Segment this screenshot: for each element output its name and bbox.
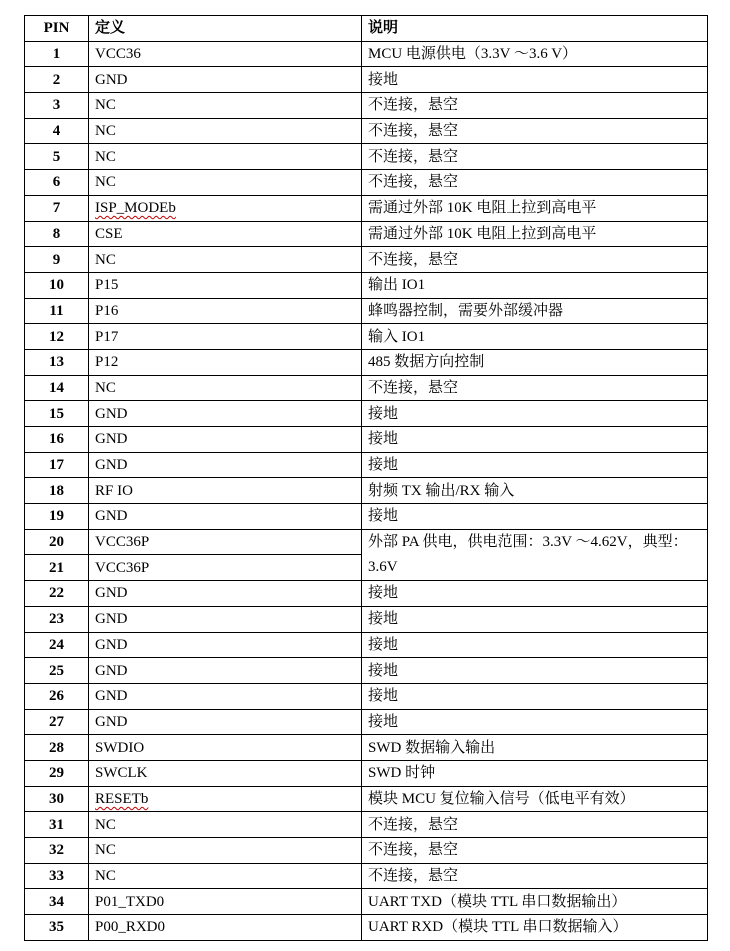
- pin-definition-text: ISP_MODEb: [95, 200, 176, 217]
- pin-description: UART TXD（模块 TTL 串口数据输出）: [362, 889, 708, 915]
- header-definition: 定义: [89, 16, 362, 42]
- pin-number: 4: [25, 118, 89, 144]
- pin-definition-text: VCC36P: [95, 534, 150, 551]
- pin-definition-text: GND: [95, 457, 128, 474]
- table-row: [25, 221, 708, 247]
- pin-description: 不连接，悬空: [362, 247, 708, 273]
- pin-number: 28: [25, 735, 89, 761]
- pin-number: 32: [25, 838, 89, 864]
- pin-number: 12: [25, 324, 89, 350]
- pin-definition-text: RESETb: [95, 790, 149, 807]
- pin-description: 输出 IO1: [362, 272, 708, 298]
- pin-definition: [89, 735, 362, 761]
- pin-description: 接地: [362, 581, 708, 607]
- table-row: [25, 760, 708, 786]
- table-row: [25, 606, 708, 632]
- pin-definition: [89, 452, 362, 478]
- pin-definition-text: NC: [95, 379, 116, 396]
- header-pin: PIN: [25, 16, 89, 42]
- pin-definition-text: NC: [95, 868, 116, 885]
- pin-number: 31: [25, 812, 89, 838]
- pin-description: 485 数据方向控制: [362, 349, 708, 375]
- pin-number: 8: [25, 221, 89, 247]
- table-row: [25, 812, 708, 838]
- pin-number: 5: [25, 144, 89, 170]
- pin-definition: [89, 812, 362, 838]
- pin-definition: [89, 170, 362, 196]
- pin-definition-text: GND: [95, 508, 128, 525]
- table-row: [25, 170, 708, 196]
- pin-definition-text: P12: [95, 354, 119, 371]
- pin-definition: [89, 324, 362, 350]
- pin-description: 模块 MCU 复位输入信号（低电平有效）: [362, 786, 708, 812]
- table-body: [25, 41, 708, 940]
- pin-number: 21: [25, 555, 89, 581]
- pin-number: 29: [25, 760, 89, 786]
- pin-definition-text: GND: [95, 636, 128, 653]
- pin-definition-text: P00_RXD0: [95, 919, 166, 936]
- pin-description: 接地: [362, 606, 708, 632]
- pin-description: 接地: [362, 632, 708, 658]
- pin-definition-text: GND: [95, 688, 128, 705]
- pin-definition: [89, 144, 362, 170]
- pin-description: 不连接，悬空: [362, 375, 708, 401]
- header-description: 说明: [362, 16, 708, 42]
- pin-definition: [89, 427, 362, 453]
- pin-description: 需通过外部 10K 电阻上拉到高电平: [362, 195, 708, 221]
- pin-definition-text: P15: [95, 277, 119, 294]
- pin-number: 7: [25, 195, 89, 221]
- table-row: [25, 683, 708, 709]
- table-row: [25, 247, 708, 273]
- pin-definition-text: VCC36: [95, 46, 141, 63]
- pin-description: SWD 数据输入输出: [362, 735, 708, 761]
- pin-number: 6: [25, 170, 89, 196]
- table-row: [25, 478, 708, 504]
- table-row: [25, 67, 708, 93]
- pin-definition: [89, 221, 362, 247]
- pin-description: 接地: [362, 452, 708, 478]
- pin-definition: [89, 658, 362, 684]
- table-row: [25, 786, 708, 812]
- pin-definition-text: GND: [95, 611, 128, 628]
- pin-number: 30: [25, 786, 89, 812]
- pin-definition-text: NC: [95, 816, 116, 833]
- pin-description: 接地: [362, 658, 708, 684]
- table-row: [25, 298, 708, 324]
- pin-definition: [89, 118, 362, 144]
- pin-definition: [89, 838, 362, 864]
- pin-definition-text: P01_TXD0: [95, 893, 165, 910]
- table-row: [25, 735, 708, 761]
- table-row: [25, 144, 708, 170]
- table-row: [25, 41, 708, 67]
- pin-number: 13: [25, 349, 89, 375]
- pin-number: 11: [25, 298, 89, 324]
- pin-definition: [89, 683, 362, 709]
- pin-number: 27: [25, 709, 89, 735]
- pin-description: 不连接，悬空: [362, 118, 708, 144]
- pin-definition: [89, 606, 362, 632]
- table-row: [25, 93, 708, 119]
- pin-description: SWD 时钟: [362, 760, 708, 786]
- pin-number: 14: [25, 375, 89, 401]
- pin-description: 不连接，悬空: [362, 93, 708, 119]
- pin-number: 9: [25, 247, 89, 273]
- pin-number: 26: [25, 683, 89, 709]
- pin-description: 接地: [362, 427, 708, 453]
- pin-description: 接地: [362, 504, 708, 530]
- pin-definition: [89, 555, 362, 581]
- pin-description: 输入 IO1: [362, 324, 708, 350]
- pin-description: MCU 电源供电（3.3V ～3.6 V）: [362, 41, 708, 67]
- pin-definition: [89, 915, 362, 941]
- table-row: [25, 709, 708, 735]
- pin-definition: [89, 889, 362, 915]
- pin-description: 需通过外部 10K 电阻上拉到高电平: [362, 221, 708, 247]
- pin-definition: [89, 504, 362, 530]
- pin-number: 10: [25, 272, 89, 298]
- pin-number: 35: [25, 915, 89, 941]
- pin-number: 3: [25, 93, 89, 119]
- pin-definition-text: P16: [95, 302, 119, 319]
- table-header-row: [25, 16, 708, 42]
- pin-definition-text: RF IO: [95, 482, 133, 499]
- pin-definition: [89, 272, 362, 298]
- pin-definition-text: GND: [95, 585, 128, 602]
- pin-number: 20: [25, 529, 89, 555]
- table-row: [25, 272, 708, 298]
- pin-definition-text: NC: [95, 123, 116, 140]
- pin-description: 不连接，悬空: [362, 812, 708, 838]
- pin-number: 1: [25, 41, 89, 67]
- pin-definition: [89, 478, 362, 504]
- pin-number: 24: [25, 632, 89, 658]
- pin-description: 接地: [362, 67, 708, 93]
- pin-number: 15: [25, 401, 89, 427]
- table-row: [25, 452, 708, 478]
- table-row: [25, 427, 708, 453]
- table-row: [25, 375, 708, 401]
- pin-description: 不连接，悬空: [362, 838, 708, 864]
- pin-definition: [89, 195, 362, 221]
- pin-definition-text: NC: [95, 174, 116, 191]
- pin-definition-text: GND: [95, 71, 128, 88]
- pin-definition: [89, 401, 362, 427]
- pin-number: 16: [25, 427, 89, 453]
- pin-definition: [89, 375, 362, 401]
- pin-definition-text: GND: [95, 431, 128, 448]
- pin-definition: [89, 93, 362, 119]
- pin-definition-text: GND: [95, 713, 128, 730]
- pin-definition: [89, 786, 362, 812]
- pin-definition-text: SWDIO: [95, 739, 145, 756]
- pin-description: 不连接，悬空: [362, 863, 708, 889]
- pin-description: 不连接，悬空: [362, 170, 708, 196]
- table-row: [25, 349, 708, 375]
- pin-definition: [89, 529, 362, 555]
- pin-definition-text: P17: [95, 328, 119, 345]
- pin-description: 外部 PA 供电，供电范围：3.3V ～4.62V，典型：3.6V: [362, 529, 708, 580]
- pin-definition-text: CSE: [95, 225, 123, 242]
- pin-definition: [89, 760, 362, 786]
- table-row: [25, 195, 708, 221]
- table-row: [25, 324, 708, 350]
- table-row: [25, 529, 708, 555]
- pin-definition: [89, 41, 362, 67]
- table-row: [25, 118, 708, 144]
- table-row: [25, 889, 708, 915]
- pin-number: 22: [25, 581, 89, 607]
- pin-definition-text: NC: [95, 251, 116, 268]
- pin-definition: [89, 863, 362, 889]
- pin-number: 18: [25, 478, 89, 504]
- pin-number: 33: [25, 863, 89, 889]
- pin-number: 17: [25, 452, 89, 478]
- pin-number: 2: [25, 67, 89, 93]
- pin-definition-text: NC: [95, 148, 116, 165]
- pin-definition: [89, 247, 362, 273]
- table-row: [25, 401, 708, 427]
- pin-definition: [89, 709, 362, 735]
- table-row: [25, 581, 708, 607]
- pin-definition-text: VCC36P: [95, 559, 150, 576]
- table-row: [25, 658, 708, 684]
- pin-definition-text: NC: [95, 97, 116, 114]
- pin-description: 蜂鸣器控制，需要外部缓冲器: [362, 298, 708, 324]
- pin-definition-text: GND: [95, 405, 128, 422]
- table-row: [25, 838, 708, 864]
- table-row: [25, 915, 708, 941]
- pin-description: 不连接，悬空: [362, 144, 708, 170]
- table-row: [25, 863, 708, 889]
- pin-definition-text: NC: [95, 842, 116, 859]
- pin-definition-table: [24, 15, 708, 941]
- table-row: [25, 632, 708, 658]
- pin-number: 25: [25, 658, 89, 684]
- pin-number: 19: [25, 504, 89, 530]
- pin-description: 接地: [362, 401, 708, 427]
- pin-description: 射频 TX 输出/RX 输入: [362, 478, 708, 504]
- pin-definition: [89, 67, 362, 93]
- pin-definition: [89, 581, 362, 607]
- pin-definition: [89, 298, 362, 324]
- pin-definition: [89, 632, 362, 658]
- pin-description: 接地: [362, 683, 708, 709]
- pin-definition: [89, 349, 362, 375]
- pin-definition-text: GND: [95, 662, 128, 679]
- pin-number: 34: [25, 889, 89, 915]
- pin-description: UART RXD（模块 TTL 串口数据输入）: [362, 915, 708, 941]
- pin-description: 接地: [362, 709, 708, 735]
- table-row: [25, 504, 708, 530]
- pin-definition-text: SWCLK: [95, 765, 148, 782]
- pin-number: 23: [25, 606, 89, 632]
